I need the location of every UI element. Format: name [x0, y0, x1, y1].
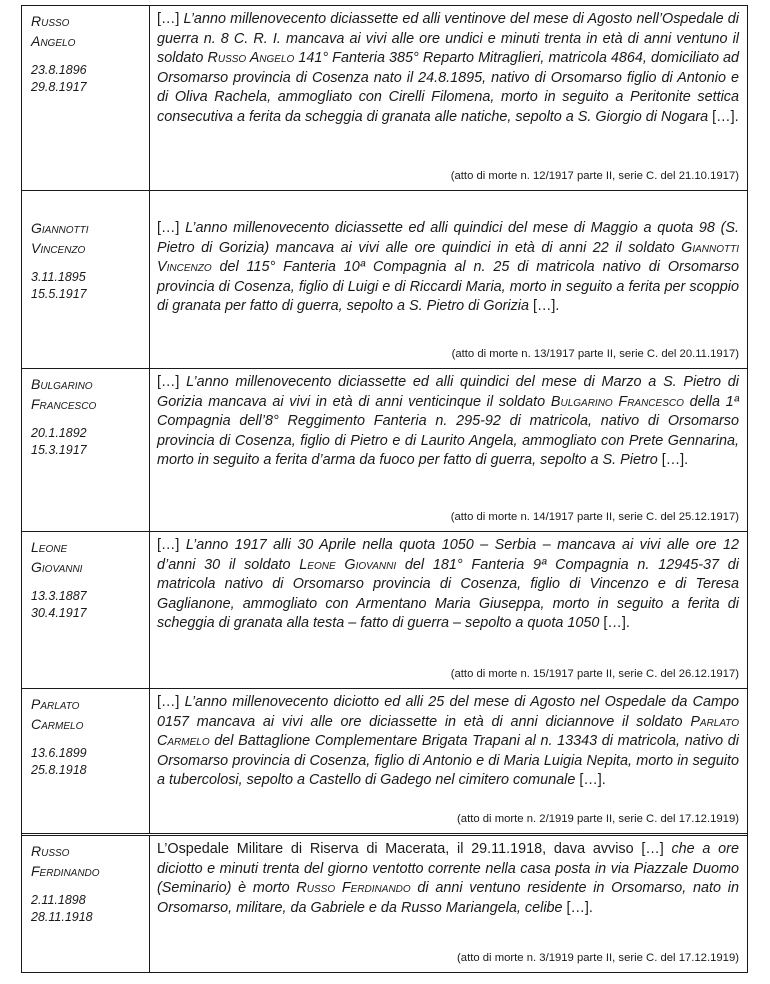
record-text-c: di anni ventuno residente in Orsomarso, nato in Orsomarso, militare, da Gabriele e da Russo Mariangela, celibe [157, 880, 739, 916]
record-text-cell [150, 836, 747, 972]
record-birth-date: 13.6.1899 [31, 746, 87, 760]
record-text-a: […] [157, 537, 186, 553]
record-text-d: […]. [575, 772, 606, 789]
record-text-b: L’anno 1917 alli 30 Aprile nella quota 1050 – Serbia – mancava ai vivi alle ore 12 d’anni 30 il soldato [157, 537, 739, 573]
record-atto: (atto di morte n. 2/1919 parte II, serie C. del 17.12.1919) [457, 813, 739, 825]
record-soldier-name: Russo Angelo [207, 50, 295, 67]
record-birth-date: 13.3.1887 [31, 589, 87, 603]
record-text-d: […]. [657, 452, 689, 469]
record-text-c: della 1ª Compagnia dell’8° Reggimento Fanteria n. 295-92 di matricola, nativo di Orsomarso provincia di Cosenza, figlio di Pietro e di Laurito Angela, ammogliato con Prete Gennarina, morto in seguito a ferita d’arma da fuoco per fatto di guerra, sepolto a S. Pietro [157, 393, 740, 469]
record-given-name: Giovanni [31, 559, 83, 575]
record-atto: (atto di morte n. 13/1917 parte II, serie C. del 20.11.1917) [451, 348, 739, 360]
record-person [22, 191, 150, 368]
record-surname: Leone [31, 539, 68, 555]
record-death-date: 29.8.1917 [31, 80, 87, 94]
record-surname: Russo [31, 13, 70, 29]
record-text-a: […] [157, 220, 186, 236]
record-text-cell [150, 191, 747, 368]
record-person [22, 532, 150, 688]
record-person [22, 6, 150, 190]
record-row [22, 833, 747, 972]
record-given-name: Vincenzo [31, 240, 86, 256]
record-text-d: […]. [562, 899, 593, 916]
record-text [157, 10, 739, 128]
record-text [157, 219, 739, 317]
record-given-name: Angelo [31, 33, 76, 49]
record-birth-date: 23.8.1896 [31, 63, 87, 77]
record-row [22, 688, 747, 833]
record-text-c: del Battaglione Complementare Brigata Trapani al n. 13343 di matricola, nativo di Orsomarso provincia di Cosenza, figlio di Antonio e di Maria Luigia Nepita, morto in seguito a tubercolosi, sepolto a Castello di Gadego nel cimitero comunale [157, 733, 739, 789]
record-death-date: 30.4.1917 [31, 606, 87, 620]
record-birth-date: 20.1.1892 [31, 426, 87, 440]
record-text-a: L’Ospedale Militare di Riserva di Macerata, il 29.11.1918, dava avviso […] [157, 841, 672, 857]
record-soldier-name: Parlato Carmelo [157, 713, 739, 750]
record-row [22, 531, 747, 688]
record-text-cell [150, 6, 747, 190]
record-surname: Bulgarino [31, 376, 93, 392]
record-death-date: 15.5.1917 [31, 287, 87, 301]
record-text [157, 693, 739, 791]
record-text [157, 373, 739, 471]
record-atto: (atto di morte n. 12/1917 parte II, serie C. del 21.10.1917) [450, 170, 739, 182]
death-records-table [21, 5, 748, 973]
record-given-name: Francesco [31, 396, 97, 412]
record-death-date: 15.3.1917 [31, 443, 87, 457]
record-person [22, 689, 150, 833]
record-soldier-name: Russo Ferdinando [296, 880, 411, 897]
record-text-d: […]. [599, 615, 630, 632]
record-text-d: […]. [528, 298, 560, 315]
record-text [157, 536, 739, 634]
record-text-c: del 181° Fanteria 9ª Compagnia n. 12945-37 di matricola nativo di Orsomarso provincia di Cosenza, figlio di Vincenzo e di Teresa Gaglianone, ammogliato con Armentano Maria Giuseppa, morto in seguito a ferita di scheggia di granata alla testa – fatto di guerra – sepolto a quota 1050 [157, 556, 739, 632]
record-text-b: L’anno millenovecento diciassette ed alli quindici del mese di Marzo a S. Pietro di Gorizia mancava ai vivi in età di anni venticinque il soldato [157, 374, 740, 410]
record-person [22, 836, 150, 972]
record-soldier-name: Leone Giovanni [299, 556, 397, 573]
record-text-cell [150, 369, 747, 531]
record-row [22, 6, 747, 190]
record-atto: (atto di morte n. 3/1919 parte II, serie C. del 17.12.1919) [457, 952, 739, 964]
record-text-cell [150, 532, 747, 688]
record-text-a: […] [157, 11, 184, 27]
record-text-b: L’anno millenovecento diciassette ed alli quindici del mese di Maggio a quota 98 (S. Pietro di Gorizia) mancava ai vivi alle ore quindici in età di anni 22 il soldato [157, 220, 739, 256]
record-text-b: che a ore diciotto e minuti trenta del giorno ventotto corrente nella casa posta in via Piazzale Duomo (Seminario) è morto [157, 841, 739, 897]
record-atto: (atto di morte n. 15/1917 parte II, serie C. del 26.12.1917) [450, 668, 739, 680]
record-text-c: 141° Fanteria 385° Reparto Mitraglieri, matricola 4864, domiciliato ad Orsomarso provincia di Cosenza nato il 24.8.1895, nativo di Orsomarso figlio di Antonio e di Oliva Rachela, ammogliato con Cirelli Filomena, morto in seguito a Peritonite settica consecutiva a ferita da scheggia di granata alle natiche, sepolto a S. Giorgio di Nogara [157, 50, 739, 125]
record-text-cell [150, 689, 747, 833]
record-text-d: […]. [708, 108, 739, 125]
record-soldier-name: Giannotti Vincenzo [157, 239, 739, 276]
record-death-date: 25.8.1918 [31, 763, 87, 777]
record-death-date: 28.11.1918 [31, 910, 93, 924]
record-birth-date: 2.11.1898 [31, 893, 86, 907]
record-text [157, 840, 739, 918]
record-surname: Giannotti [31, 220, 89, 236]
record-text-a: […] [157, 374, 187, 390]
record-surname: Parlato [31, 696, 80, 712]
record-person [22, 369, 150, 531]
record-given-name: Carmelo [31, 716, 84, 732]
record-text-c: del 115° Fanteria 10ª Compagnia al n. 25 di matricola nativo di Orsomarso provincia di Cosenza, figlio di Luigi e di Riccardi Maria, morto in seguito a ferita per scoppio di granata per fatto di guerra, sepolto a S. Pietro di Gorizia [157, 259, 739, 315]
record-text-b: L’anno millenovecento diciassette ed alli ventinove del mese di Agosto nell’Ospedale di guerra n. 8 C. R. I. mancava ai vivi alle ore undici e minuti trenta in età di anni ventuno il soldato [157, 11, 739, 67]
record-text-a: […] [157, 694, 185, 710]
record-atto: (atto di morte n. 14/1917 parte II, serie C. del 25.12.1917) [450, 511, 739, 523]
record-surname: Russo [31, 843, 70, 859]
record-text-b: L’anno millenovecento diciotto ed alli 25 del mese di Agosto nel Ospedale da Campo 0157 mancava ai vivi alle ore diciassette in età di anni diciannove il soldato [157, 694, 739, 730]
record-given-name: Ferdinando [31, 863, 100, 879]
record-birth-date: 3.11.1895 [31, 270, 86, 284]
record-soldier-name: Bulgarino Francesco [550, 393, 684, 410]
record-row [22, 190, 747, 368]
record-row [22, 368, 747, 531]
